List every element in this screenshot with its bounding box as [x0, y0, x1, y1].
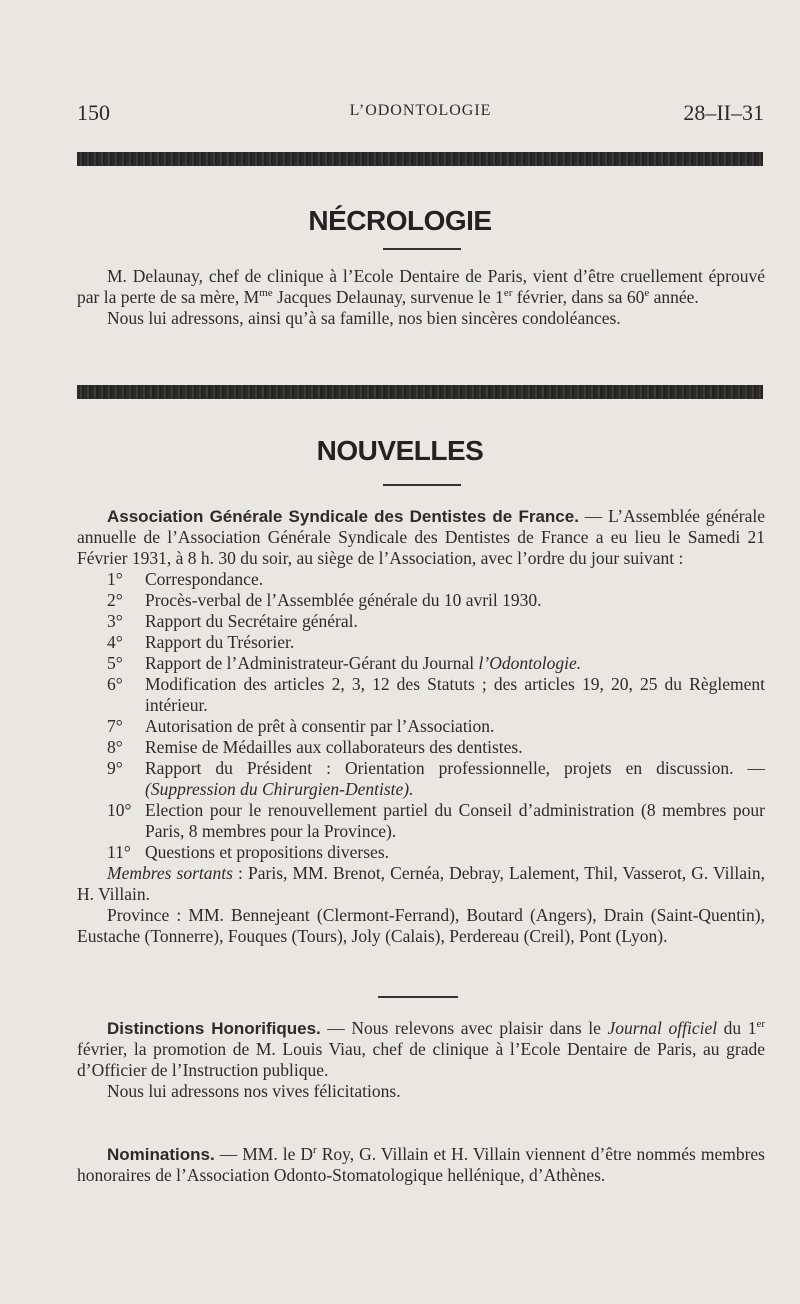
- subsection-title: Association Générale Syndicale des Dentistes de France.: [107, 507, 579, 526]
- paragraph: Association Générale Syndicale des Dentistes de France. — L’Assemblée générale annuelle de l’Association Générale Syndicale des Dentistes de France a eu lieu le Samedi 21 Février 1931, à 8 h. 30 du soir, au siège de l’Association, avec l’ordre du jour suivant :: [77, 506, 765, 568]
- list-item: 6° Modification des articles 2, 3, 12 des Statuts ; des articles 19, 20, 25 du Règlement intérieur.: [107, 674, 765, 715]
- paragraph: Nous lui adressons nos vives félicitations.: [107, 1081, 401, 1101]
- divider: [383, 248, 461, 250]
- list-item: 1° Correspondance.: [107, 569, 264, 589]
- list-item: 9° Rapport du Président : Orientation professionnelle, projets en discussion. — (Suppression du Chirurgien-Dentiste).: [107, 758, 765, 799]
- necrologie-text: [77, 266, 765, 329]
- divider: [383, 484, 461, 486]
- page-number: 150: [77, 100, 110, 125]
- paragraph: Nominations. — MM. le $D^r$ Roy, G. Villain et H. Villain viennent d’être nommés membres honoraires de l’Association Odonto-Stomatologique hellénique, d’Athènes.: [77, 1144, 765, 1185]
- paragraph: Distinctions Honorifiques. — Nous relevons avec plaisir dans le Journal officiel du 1er février, la promotion de M. Louis Viau, chef de clinique à l’Ecole Dentaire de Paris, au grade d’Officier de l’Instruction publique.: [77, 1018, 766, 1080]
- list-item: 7° Autorisation de prêt à consentir par l’Association.: [107, 716, 495, 736]
- subsection-title: Nominations.: [107, 1145, 215, 1164]
- section-title-nouvelles: NOUVELLES: [316, 435, 484, 466]
- list-item: 4° Rapport du Trésorier.: [107, 632, 295, 652]
- ornamental-band: [77, 152, 763, 166]
- journal-title: L’ODONTOLOGIE: [349, 102, 492, 119]
- paragraph: M. Delaunay, chef de clinique à l’Ecole Dentaire de Paris, vient d’être cruellement éprouvé par la perte de sa mère, $M^{me}$ Jacques Delaunay, survenue le 1er février, dans sa 60e année.: [77, 266, 765, 307]
- section-title-necrologie: NÉCROLOGIE: [308, 205, 492, 236]
- list-item: 3° Rapport du Secrétaire général.: [107, 611, 358, 631]
- divider: [378, 996, 458, 998]
- list-item: 10° Election pour le renouvellement partiel du Conseil d’administration (8 membres pour Paris, 8 membres pour la Province).: [107, 800, 765, 841]
- nouvelles-text: [77, 506, 765, 947]
- paragraph: Province : MM. Bennejeant (Clermont-Ferrand), Boutard (Angers), Drain (Saint-Quentin), Eustache (Tonnerre), Fouques (Tours), Joly (Calais), Perdereau (Creil), Pont (Lyon).: [77, 905, 765, 946]
- running-header: [77, 100, 764, 130]
- list-item: 11° Questions et propositions diverses.: [107, 842, 390, 862]
- list-item: 8° Remise de Médailles aux collaborateurs des dentistes.: [107, 737, 523, 757]
- list-item: 5° Rapport de l’Administrateur-Gérant du Journal l’Odontologie.: [107, 653, 582, 673]
- nominations-text: [77, 1144, 765, 1186]
- list-item: 2° Procès-verbal de l’Assemblée générale du 10 avril 1930.: [107, 590, 542, 610]
- issue-date: 28–II–31: [683, 100, 764, 125]
- distinctions-text: [77, 1018, 765, 1102]
- agenda-list: [77, 569, 765, 863]
- ornamental-band: [77, 385, 763, 399]
- paragraph: Nous lui adressons, ainsi qu’à sa famille, nos bien sincères condoléances.: [107, 308, 621, 328]
- subsection-title: Distinctions Honorifiques.: [107, 1019, 321, 1038]
- paragraph: Membres sortants : Paris, MM. Brenot, Cernéa, Debray, Lalement, Thil, Vasserot, G. Villain, H. Villain.: [77, 863, 765, 904]
